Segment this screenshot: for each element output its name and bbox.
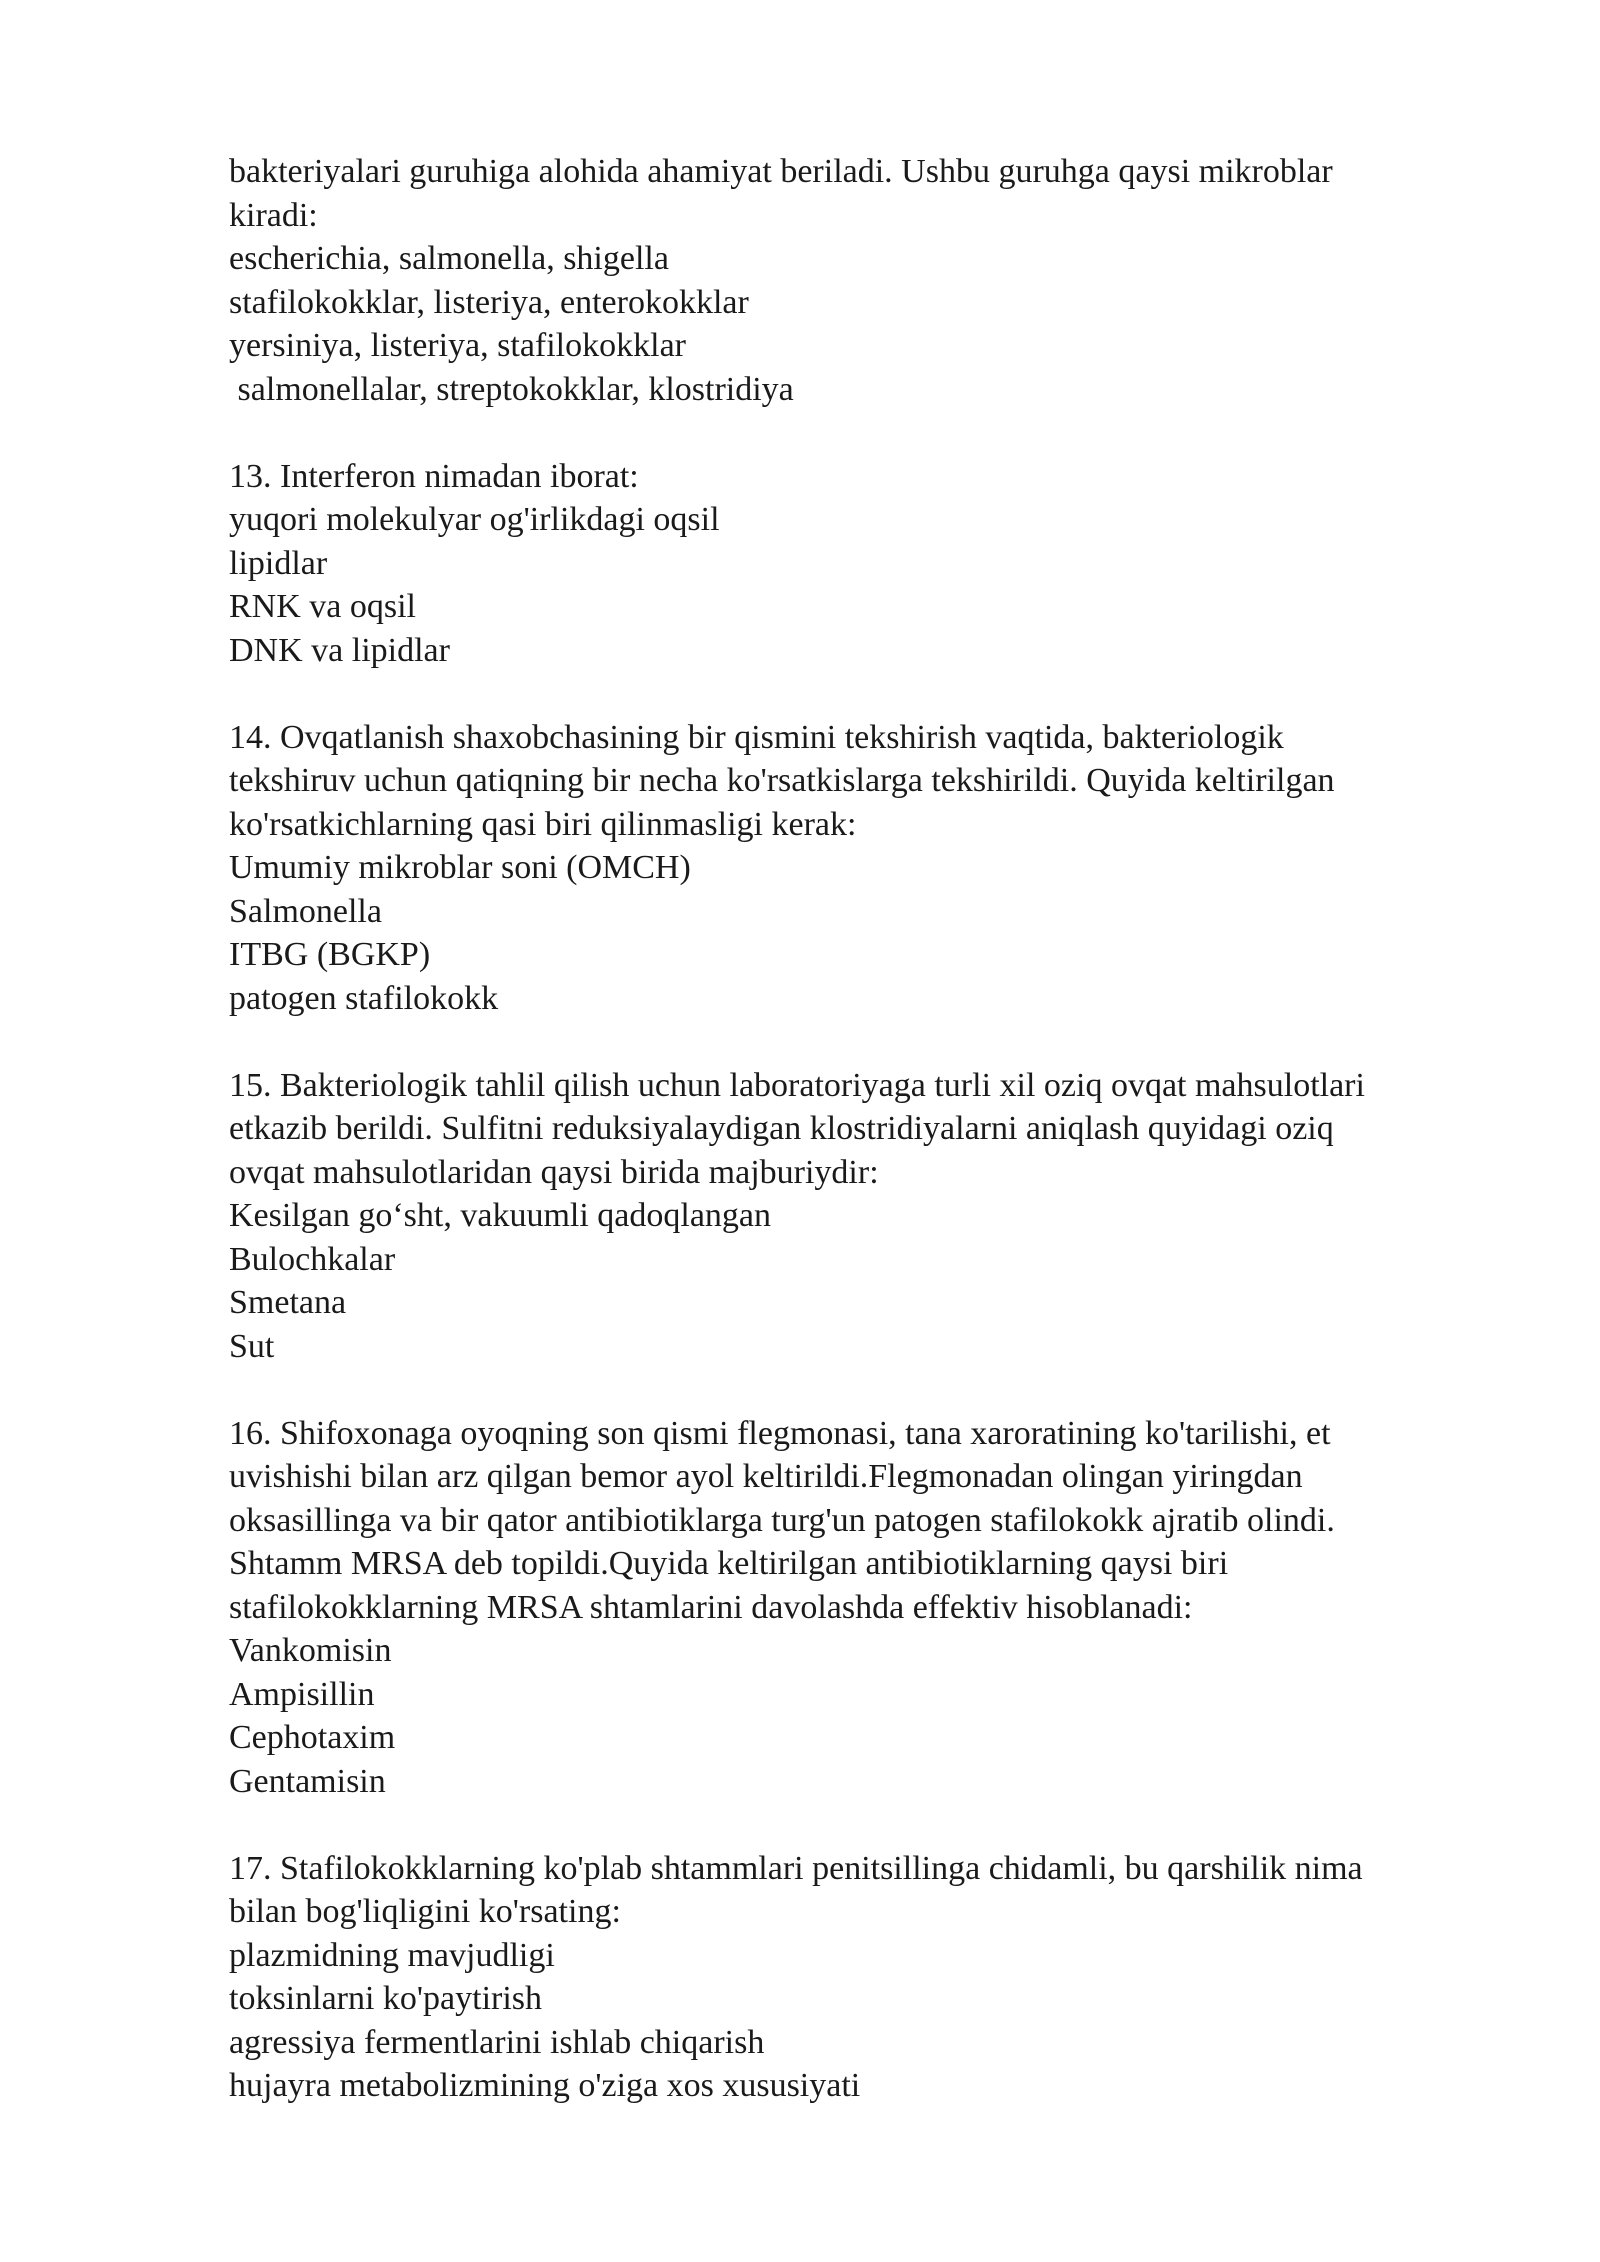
- answer-option: toksinlarni ko'paytirish: [229, 1980, 543, 2017]
- answer-option: agressiya fermentlarini ishlab chiqarish: [229, 2023, 765, 2061]
- question-text-line: stafilokokklarning MRSA shtamlarini davolashda effektiv hisoblanadi:: [229, 1588, 1193, 1626]
- blank-line: [229, 1020, 1529, 1064]
- question-text-line: etkazib berildi. Sulfitni reduksiyalaydigan klostridiyalarni aniqlash quyidagi oziq: [229, 1110, 1334, 1147]
- blank-line: [229, 672, 1529, 716]
- answer-option: plazmidning mavjudligi: [229, 1936, 555, 1974]
- question-text-line: bakteriyalari guruhiga alohida ahamiyat beriladi. Ushbu guruhga qaysi mikroblar: [229, 153, 1333, 190]
- answer-option: Sut: [229, 1327, 275, 1365]
- question-17: [229, 1847, 1529, 2108]
- answer-option: Gentamisin: [229, 1762, 386, 1800]
- answer-option: salmonellalar, streptokokklar, klostridiya: [229, 370, 794, 408]
- answer-option: Bulochkalar: [229, 1240, 396, 1278]
- question-text-line: 17. Stafilokokklarning ko'plab shtammlari penitsillinga chidamli, bu qarshilik nima: [229, 1849, 1363, 1887]
- answer-option: lipidlar: [229, 544, 328, 582]
- question-text-line: ovqat mahsulotlaridan qaysi birida majburiydir:: [229, 1153, 879, 1191]
- answer-option: Vankomisin: [229, 1632, 392, 1669]
- answer-option: DNK va lipidlar: [229, 631, 450, 669]
- answer-option: Ampisillin: [229, 1675, 375, 1713]
- question-text-line: ko'rsatkichlarning qasi biri qilinmasligi kerak:: [229, 805, 857, 843]
- question-13: [229, 455, 1529, 673]
- answer-option: hujayra metabolizmining o'ziga xos xususiyati: [229, 2067, 861, 2104]
- question-12-continuation: [229, 150, 1529, 411]
- answer-option: RNK va oqsil: [229, 588, 416, 625]
- question-16: [229, 1412, 1529, 1804]
- answer-option: escherichia, salmonella, shigella: [229, 240, 669, 277]
- answer-option: Smetana: [229, 1284, 347, 1321]
- answer-option: Cephotaxim: [229, 1719, 396, 1756]
- question-text-line: kiradi:: [229, 196, 318, 234]
- answer-option: Salmonella: [229, 892, 382, 930]
- question-14: [229, 716, 1529, 1021]
- question-text-line: oksasillinga va bir qator antibiotiklarga turg'un patogen stafilokokk ajratib olindi.: [229, 1501, 1335, 1539]
- answer-option: Kesilgan go‘sht, vakuumli qadoqlangan: [229, 1197, 772, 1234]
- question-text-line: uvishishi bilan arz qilgan bemor ayol keltirildi.Flegmonadan olingan yiringdan: [229, 1458, 1303, 1495]
- answer-option: yersiniya, listeriya, stafilokokklar: [229, 327, 686, 364]
- blank-line: [229, 411, 1529, 455]
- question-text-line: bilan bog'liqligini ko'rsating:: [229, 1893, 621, 1930]
- answer-option: ITBG (BGKP): [229, 936, 431, 973]
- document-page: [229, 150, 1529, 2108]
- blank-line: [229, 1368, 1529, 1412]
- answer-option: stafilokokklar, listeriya, enterokokklar: [229, 283, 749, 321]
- question-text-line: 16. Shifoxonaga oyoqning son qismi flegmonasi, tana xaroratining ko'tarilishi, et: [229, 1414, 1331, 1452]
- question-text-line: Shtamm MRSA deb topildi.Quyida keltirilgan antibiotiklarning qaysi biri: [229, 1545, 1229, 1582]
- answer-option: patogen stafilokokk: [229, 979, 499, 1017]
- blank-line: [229, 1803, 1529, 1847]
- question-text-line: 15. Bakteriologik tahlil qilish uchun laboratoriyaga turli xil oziq ovqat mahsulotlari: [229, 1066, 1365, 1104]
- answer-option: yuqori molekulyar og'irlikdagi oqsil: [229, 501, 720, 538]
- question-15: [229, 1064, 1529, 1369]
- question-text-line: 13. Interferon nimadan iborat:: [229, 457, 639, 495]
- question-text-line: 14. Ovqatlanish shaxobchasining bir qismini tekshirish vaqtida, bakteriologik: [229, 718, 1284, 756]
- question-text-line: tekshiruv uchun qatiqning bir necha ko'rsatkislarga tekshirildi. Quyida keltirilgan: [229, 762, 1335, 799]
- answer-option: Umumiy mikroblar soni (OMCH): [229, 849, 691, 886]
